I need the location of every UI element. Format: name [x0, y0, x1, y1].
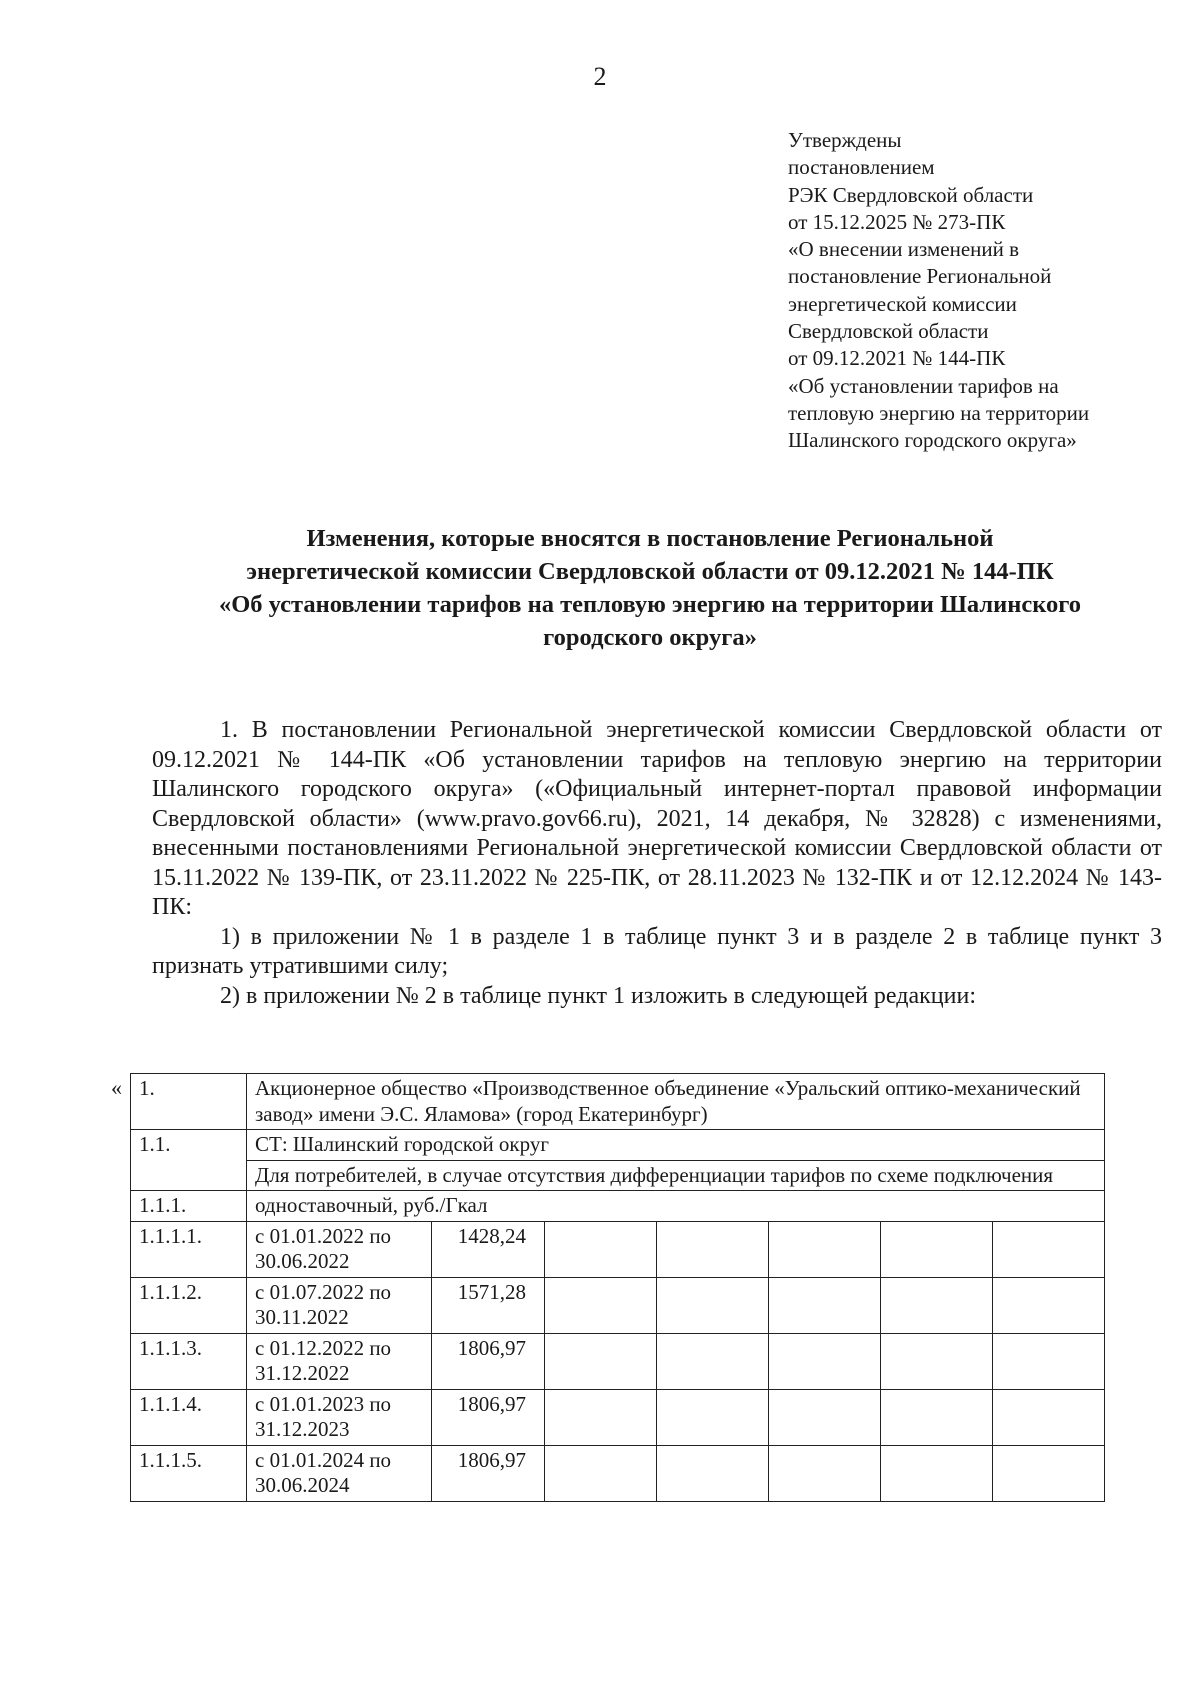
table-row: [131, 1160, 1105, 1191]
document-heading: [130, 522, 1170, 654]
row-code: 1.1.1.5.: [131, 1445, 247, 1501]
approval-block: [788, 127, 1089, 455]
empty-cell: [545, 1221, 657, 1277]
empty-cell: [545, 1277, 657, 1333]
row-code: 1.1.1.4.: [131, 1389, 247, 1445]
empty-cell: [657, 1333, 769, 1389]
empty-cell: [881, 1221, 993, 1277]
approval-line: постановление Региональной: [788, 264, 1052, 289]
list-item-2: 2) в приложении № 2 в таблице пункт 1 изложить в следующей редакции:: [220, 982, 976, 1009]
empty-cell: [769, 1221, 881, 1277]
empty-cell: [993, 1277, 1105, 1333]
approval-line: «О внесении изменений в: [788, 237, 1020, 262]
tariff-type-cell: одноставочный, руб./Гкал: [247, 1191, 1105, 1222]
list-item-1: 1) в приложении № 1 в разделе 1 в таблице пункт 3 и в разделе 2 в таблице пункт 3 признать утратившими силу;: [152, 923, 1162, 979]
heading-line: энергетической комиссии Свердловской области от 09.12.2021 № 144-ПК: [246, 558, 1054, 585]
row-code: 1.: [131, 1074, 247, 1130]
empty-cell: [993, 1445, 1105, 1501]
empty-cell: [769, 1277, 881, 1333]
approval-line: постановлением: [788, 155, 935, 180]
table-row: [131, 1333, 1105, 1389]
approval-line: от 09.12.2021 № 144-ПК: [788, 346, 1006, 371]
heading-line: Изменения, которые вносятся в постановление Региональной: [306, 525, 994, 552]
page-number: 2: [593, 62, 607, 91]
table-row: [131, 1130, 1105, 1161]
row-code: 1.1.1.2.: [131, 1277, 247, 1333]
table-row: [131, 1191, 1105, 1222]
row-code: 1.1.1.: [131, 1191, 247, 1222]
empty-cell: [545, 1445, 657, 1501]
approval-line: тепловую энергию на территории: [788, 400, 1090, 425]
table-row: [131, 1389, 1105, 1445]
heading-line: «Об установлении тарифов на тепловую энергию на территории Шалинского: [218, 591, 1082, 618]
table-row: [131, 1277, 1105, 1333]
consumers-cell: Для потребителей, в случае отсутствия дифференциации тарифов по схеме подключения: [247, 1160, 1105, 1191]
heading-line: городского округа»: [543, 624, 757, 651]
empty-cell: [881, 1389, 993, 1445]
empty-cell: [545, 1389, 657, 1445]
org-name-cell: Акционерное общество «Производственное объединение «Уральский оптико-механический завод» имени Э.С. Яламова» (город Екатеринбург): [247, 1074, 1105, 1130]
empty-cell: [881, 1333, 993, 1389]
value-cell: 1806,97: [432, 1445, 545, 1501]
approval-line: Свердловской области: [788, 319, 989, 344]
value-cell: 1428,24: [432, 1221, 545, 1277]
approval-line: «Об установлении тарифов на: [788, 373, 1059, 398]
approval-line: Утверждены: [788, 128, 902, 152]
value-cell: 1806,97: [432, 1333, 545, 1389]
empty-cell: [769, 1389, 881, 1445]
empty-cell: [993, 1221, 1105, 1277]
empty-cell: [769, 1445, 881, 1501]
period-cell: с 01.01.2023 по 31.12.2023: [247, 1389, 432, 1445]
empty-cell: [545, 1333, 657, 1389]
tariff-table: [130, 1073, 1105, 1502]
table-row: [131, 1074, 1105, 1130]
empty-cell: [769, 1333, 881, 1389]
tariff-table-wrap: [130, 1073, 1105, 1502]
empty-cell: [993, 1333, 1105, 1389]
open-quote: «: [111, 1075, 122, 1100]
body-text: [152, 716, 1162, 1011]
approval-line: от 15.12.2025 № 273-ПК: [788, 209, 1006, 234]
table-row: [131, 1445, 1105, 1501]
table-row: [131, 1221, 1105, 1277]
empty-cell: [657, 1389, 769, 1445]
row-code: 1.1.: [131, 1130, 247, 1191]
value-cell: 1806,97: [432, 1389, 545, 1445]
period-cell: с 01.01.2024 по 30.06.2024: [247, 1445, 432, 1501]
period-cell: с 01.01.2022 по 30.06.2022: [247, 1221, 432, 1277]
empty-cell: [993, 1389, 1105, 1445]
empty-cell: [657, 1445, 769, 1501]
period-cell: с 01.12.2022 по 31.12.2022: [247, 1333, 432, 1389]
approval-line: Шалинского городского округа»: [788, 428, 1077, 453]
row-code: 1.1.1.1.: [131, 1221, 247, 1277]
empty-cell: [881, 1445, 993, 1501]
system-cell: СТ: Шалинский городской округ: [247, 1130, 1105, 1161]
empty-cell: [657, 1221, 769, 1277]
empty-cell: [881, 1277, 993, 1333]
approval-line: энергетической комиссии: [788, 291, 1017, 316]
paragraph-1: 1. В постановлении Региональной энергетической комиссии Свердловской области от 09.12.2021 № 144-ПК «Об установлении тарифов на тепловую энергию на территории Шалинского городского округа» («Официальный интернет-портал правовой информации Свердловской области» (www.pravo.gov66.ru), 2021, 14 декабря, № 32828) с изменениями, внесенными постановлениями Региональной энергетической комиссии Свердловской области от 15.11.2022 № 139-ПК, от 23.11.2022 № 225-ПК, от 28.11.2023 № 132-ПК и от 12.12.2024 № 143-ПК:: [152, 717, 1162, 920]
value-cell: 1571,28: [432, 1277, 545, 1333]
period-cell: с 01.07.2022 по 30.11.2022: [247, 1277, 432, 1333]
row-code: 1.1.1.3.: [131, 1333, 247, 1389]
approval-line: РЭК Свердловской области: [788, 182, 1034, 207]
empty-cell: [657, 1277, 769, 1333]
